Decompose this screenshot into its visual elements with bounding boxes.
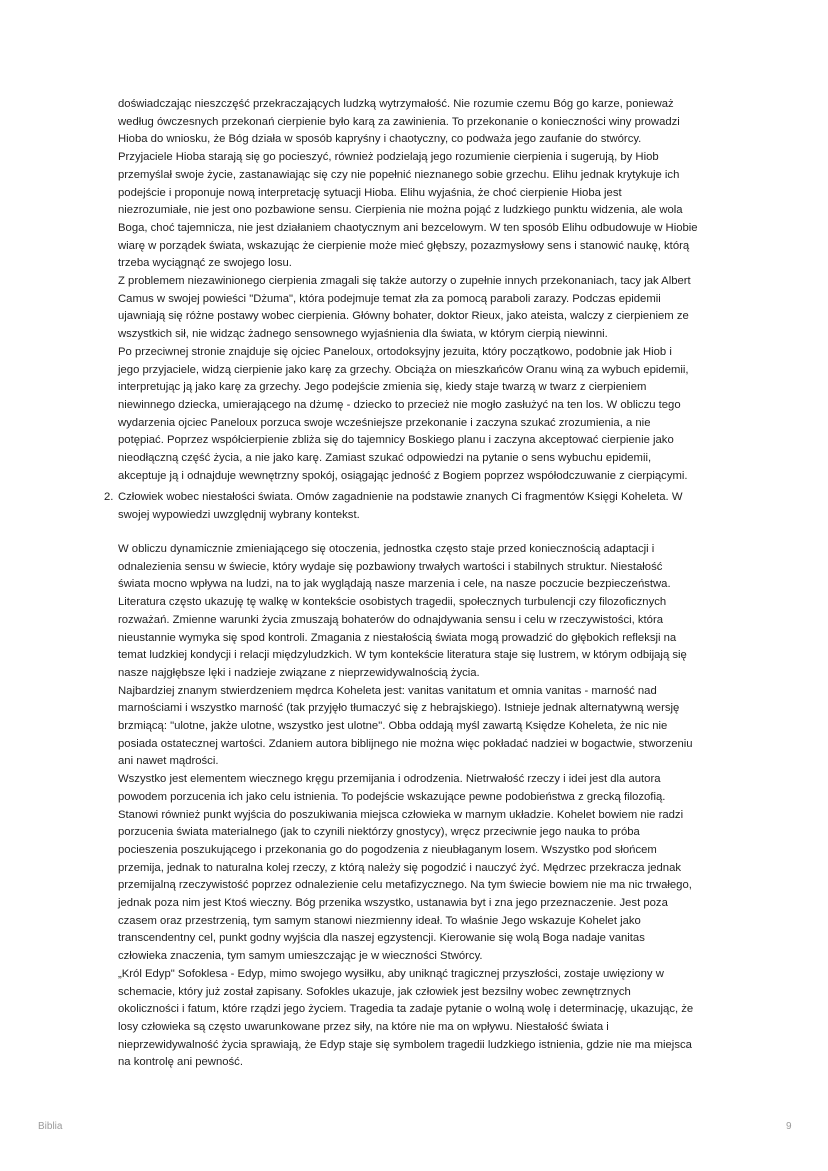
text-line: okoliczności i fatum, które rządzi jego życiem. Tragedia ta zadaje pytanie o wolną wolę i determinację, ukazując, że: [118, 1003, 694, 1016]
paragraph: [118, 273, 718, 344]
text-line: Boga, choć tajemnicza, nie jest działaniem chaotycznym ani bezcelowym. W ten sposób Elihu odbudowuje w Hiobie: [118, 221, 698, 234]
text-line: Człowiek wobec niestałości świata. Omów zagadnienie na podstawie znanych Ci fragmentów Księgi Koheleta. W: [118, 491, 683, 503]
text-line: jednak poza nim jest Ktoś wieczny. Bóg przenika wszystko, ustanawia byt i zna jego przeznaczenie. Jest poza: [118, 897, 668, 910]
text-line: przemyślał swoje życie, zastanawiając się czy nie popełnić nieznanego sobie grzechu. Elihu jednak krytykuje ich: [118, 168, 680, 181]
footer-title: Biblia: [38, 1121, 63, 1132]
text-line: wydarzenia ojciec Paneloux porzuca swoje wcześniejsze przekonanie i zaczyna szukać zrozumienia, a nie: [118, 416, 651, 429]
question-text: [118, 489, 724, 524]
text-line: losy człowieka są często uwarunkowane przez siły, na które nie ma on wpływu. Niestałość świata i: [118, 1020, 609, 1033]
text-line: człowieka znaczenia, tym samym umieszczając je w wieczności Stwórcy.: [118, 950, 483, 963]
text-line: Stanowi również punkt wyjścia do poszukiwania miejsca człowieka w marnym układzie. Kohelet bowiem nie radzi: [118, 808, 684, 821]
text-line: przemija, jednak to naturalna kolej rzeczy, z którą należy się pogodzić i nauczyć żyć. Mędrzec przekracza jednak: [118, 861, 682, 874]
text-line: Wszystko jest elementem wiecznego kręgu przemijania i odrodzenia. Nietrwałość rzeczy i idei jest dla autora: [118, 773, 661, 786]
page-number: 9: [786, 1121, 792, 1132]
paragraph: [118, 771, 718, 966]
text-line: podejście i proponuje nową interpretację sytuacji Hioba. Elihu wyjaśnia, że choć cierpienie Hioba jest: [118, 186, 622, 199]
text-line: Przyjaciele Hioba starają się go pocieszyć, również podzielają jego rozumienie cierpienia i sugerują, by Hiob: [118, 151, 659, 164]
paragraph: [118, 344, 718, 486]
text-line: ani nawet mądrości.: [118, 755, 219, 768]
text-line: interpretując ją jako karę za grzechy. Jego podejście zmienia się, kiedy staje twarzą w twarz z cierpieniem: [118, 381, 647, 394]
text-line: trzeba wyciągnąć ze swojego losu.: [118, 257, 292, 270]
text-line: porzucenia świata materialnego (jak to czynili niektórzy gnostycy), wręcz przeciwnie jego nauka to próba: [118, 826, 640, 839]
text-line: swojej wypowiedzi uwzględnij wybrany kontekst.: [118, 508, 360, 521]
text-line: przemijalną rzeczywistość poprzez odnalezienie celu metafizycznego. Na tym świecie bowiem nie ma nic trwałego,: [118, 879, 692, 892]
text-line: jego przyjaciele, widzą cierpienie jako karę za grzechy. Obciąża on mieszkańców Oranu winą za wybuch epidemii,: [118, 363, 689, 376]
text-line: „Król Edyp" Sofoklesa - Edyp, mimo swojego wysiłku, aby uniknąć tragicznej przyszłości, zostaje uwięziony w: [118, 967, 664, 980]
text-line: Z problemem niezawinionego cierpienia zmagali się także autorzy o zupełnie innych przekonaniach, tacy jak Albert: [118, 275, 691, 288]
text-line: pocieszenia poszukującego i przekonania go do pogodzenia z nieubłaganym losem. Wszystko pod słońcem: [118, 843, 657, 856]
paragraph: [118, 966, 718, 1072]
text-line: Po przeciwnej stronie znajduje się ojciec Paneloux, ortodoksyjny jezuita, który początkowo, podobnie jak Hiob i: [118, 345, 672, 358]
section1: [118, 96, 718, 485]
question-2: [104, 489, 724, 524]
text-line: na kontrolę ani pewność.: [118, 1056, 243, 1069]
text-line: potępiać. Poprzez współcierpienie zbliża się do tajemnicy Boskiego planu i zaczyna akceptować cierpienie jako: [118, 434, 674, 447]
text-line: nieprzewidywalność życia sprawiają, że Edyp staje się symbolem tragedii ludzkiego istnienia, gdzie nie ma miejsca: [118, 1038, 692, 1051]
text-line: brzmiącą: "ulotne, jakże ulotne, wszystko jest ulotne". Obba oddają myśl zawartą Księdze Koheleta, że nic nie: [118, 720, 668, 733]
text-line: Literatura często ukazuję tę walkę w kontekście osobistych tragedii, społecznych turbulencji czy filozoficznych: [118, 596, 667, 609]
paragraph: [118, 683, 718, 772]
text-line: rozważań. Zmienne warunki życia zmuszają bohaterów do odnajdywania sensu i celu w rzeczywistości, która: [118, 613, 664, 626]
text-line: marnościami i wszystko marność (tak przyjęło tłumaczyć się z hebrajskiego). Istnieje jednak alternatywną wersję: [118, 702, 680, 715]
text-line: W obliczu dynamicznie zmieniającego się otoczenia, jednostka często staje przed koniecznością adaptacji i: [118, 543, 655, 555]
text-line: powodem porzucenia ich jako celu istnienia. To podejście wskazujące pewne podobieństwa z grecką filozofią.: [118, 790, 666, 803]
section2: [118, 541, 718, 1072]
text-line: nieodłączną część życia, a nie jako karę. Zamiast szukać odpowiedzi na pytanie o sens wybuchu epidemii,: [118, 452, 652, 465]
text-line: niewinnego dziecka, umierającego na dżumę - dziecko to przecież nie mogło zasłużyć na ten los. W obliczu tego: [118, 398, 681, 411]
question-number: 2.: [104, 491, 114, 503]
text-line: nieustannie wymyka się spod kontroli. Zmagania z niestałością świata mogą prowadzić do głębokich refleksji na: [118, 631, 677, 644]
text-line: Camus w swojej powieści "Dżuma", która podejmuje temat zła za pomocą paraboli zarazy. Podczas epidemii: [118, 292, 661, 305]
text-line: niezrozumiałe, nie jest ono pozbawione sensu. Cierpienia nie można pojąć z ludzkiego punktu widzenia, ale wola: [118, 204, 683, 217]
text-line: temat ludzkiej kondycji i relacji międzyludzkich. W tym kontekście literatura staje się lustrem, w którym odbijają się: [118, 649, 687, 662]
text-line: świata mocno wpływa na ludzi, na to jak wyglądają nasze marzenia i cele, na nasze poczucie bezpieczeństwa.: [118, 578, 671, 591]
text-line: ujawniają się różne postawy wobec cierpienia. Główny bohater, doktor Rieux, jako ateista, walczy z cierpieniem ze: [118, 310, 689, 323]
text-line: wszystkich sił, nie widząc żadnego sensownego wyjaśnienia dla świata, w którym cierpią niewinni.: [118, 328, 608, 341]
text-line: doświadczając nieszczęść przekraczających ludzką wytrzymałość. Nie rozumie czemu Bóg go karze, ponieważ: [118, 98, 674, 110]
text-line: Hioba do wniosku, że Bóg działa w sposób kapryśny i chaotyczny, co podważa jego zaufanie do stwórcy.: [118, 133, 642, 146]
text-line: wiarę w porządek świata, wskazując że cierpienie może mieć głębszy, pozazmysłowy sens i stanowić naukę, którą: [118, 239, 690, 252]
paragraph: [118, 96, 718, 273]
text-line: czasem oraz przestrzenią, tym samym stanowi niezmienny ideał. To właśnie Jego wskazuje Kohelet jako: [118, 914, 641, 927]
text-line: według ówczesnych przekonań cierpienie było karą za zawinienia. To przekonanie o konieczności winy prowadzi: [118, 115, 680, 128]
text-line: nasze najgłębsze lęki i nadzieje związane z nieprzewidywalnością życia.: [118, 666, 480, 679]
text-line: transcendentny cel, punkt godny wyjścia dla naszej egzystencji. Kierowanie się wolą Boga nadaje vanitas: [118, 932, 645, 945]
paragraph: [118, 541, 718, 683]
text-line: schemacie, który już został zapisany. Sofokles ukazuje, jak człowiek jest bezsilny wobec zewnętrznych: [118, 985, 631, 998]
text-line: akceptuje ją i odnajduje wewnętrzny spokój, osiągając jedność z Bogiem poprzez współodczuwanie z cierpiącymi.: [118, 469, 688, 482]
text-line: Najbardziej znanym stwierdzeniem mędrca Koheleta jest: vanitas vanitatum et omnia vanitas - marność nad: [118, 684, 657, 697]
text-line: posiada ostatecznej wartości. Zdaniem autora biblijnego nie można więc pokładać nadziei w bogactwie, stworzeniu: [118, 737, 693, 750]
text-line: odnalezienia sensu w świecie, który wydaje się pozbawiony trwałych wartości i stabilnych struktur. Niestałość: [118, 560, 663, 573]
